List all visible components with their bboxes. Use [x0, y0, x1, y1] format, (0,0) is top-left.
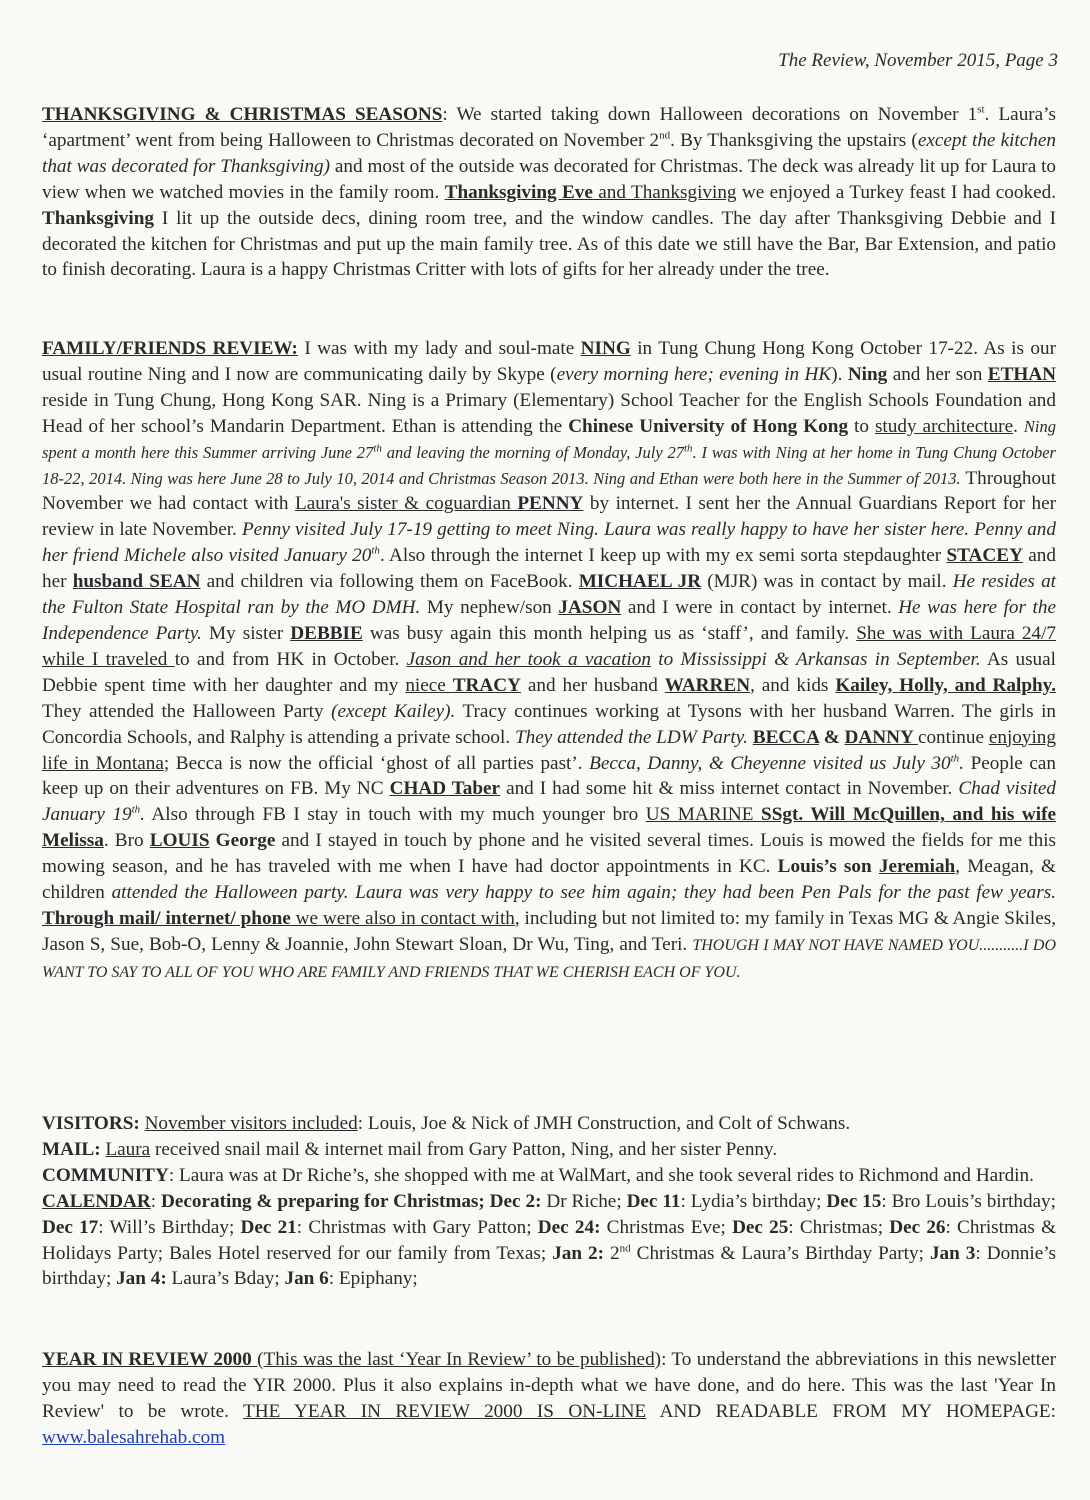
underlined-text: November visitors included — [144, 1113, 358, 1134]
superscript: th — [371, 544, 380, 557]
text: was busy again this month helping us as ‘staff’, and family. — [362, 622, 857, 644]
text: to and from HK in October. — [174, 648, 407, 670]
text: Christmas Eve; — [600, 1216, 733, 1238]
name-sean: husband SEAN — [72, 571, 201, 593]
name-debbie: DEBBIE — [290, 622, 363, 644]
bold-text: Jan 4: — [116, 1268, 167, 1290]
bold-text: George — [209, 830, 276, 852]
section-title-family: FAMILY/FRIENDS REVIEW: — [42, 338, 298, 359]
underlined-text: we were also in contact with — [290, 907, 515, 929]
text: I lit up the outside decs, dining room tree, and the window candles. The day after Thanksgiving Debbie and I decorated the kitchen for Christmas and put up the main family tree. As of this date we still have the Bar, Bar Extension, and patio to finish decorating. Laura is a happy Christmas Critter with lots of gifts for her already under the tree. — [42, 207, 1056, 281]
page-header: The Review, November 2015, Page 3 — [778, 50, 1058, 71]
italic-text: attended the Halloween party. Laura was very happy to see him again; they had been Pen Pals for the past few years. — [111, 882, 1056, 904]
text: : Christmas & Holidays Party; Bales Hotel reserved for our family from Texas; — [42, 1216, 1056, 1264]
thanksgiving-section — [42, 102, 1056, 283]
bold-text: Dec 25 — [732, 1216, 789, 1238]
name-ning: NING — [580, 338, 631, 359]
text: , including but not limited to: my family in Texas MG & Angie Skiles, Jason S, Sue, Bob-O, Lenny & Joannie, John Stewart Sloan, Dr Wu, Ting, and Teri. — [42, 907, 1056, 955]
superscript: th — [950, 752, 960, 765]
text: : Christmas with Gary Patton; — [296, 1216, 538, 1238]
year-in-review-section — [42, 1347, 1056, 1451]
visitors-label: VISITORS: — [42, 1113, 140, 1134]
text: 2 — [604, 1242, 620, 1264]
visitors-line — [42, 1111, 1056, 1137]
underlined-text: Laura's sister & coguardian — [295, 493, 518, 515]
text: Christmas & Laura’s Birthday Party; — [630, 1242, 930, 1264]
text: and most of the outside was decorated for Christmas. The deck was already lit up for Laura to view when we watched movies in the family room. — [42, 155, 1056, 203]
text: : Donnie’s birthday; — [42, 1242, 1057, 1290]
underlined-text: niece — [405, 674, 453, 696]
italic-text: They attended the LDW Party. — [514, 726, 748, 748]
text: we enjoyed a Turkey feast I had cooked. — [736, 181, 1056, 203]
italic-text: (except Kailey). — [331, 700, 456, 722]
text: and her son — [887, 363, 988, 385]
text: : Christmas; — [788, 1216, 890, 1238]
text: : Louis, Joe & Nick of JMH Construction, and Colt of Schwans. — [357, 1113, 851, 1134]
text: As usual Debbie spent time with her daughter and my — [42, 648, 1056, 696]
italic-text: Chad visited January 19 — [42, 778, 1057, 826]
text: received snail mail & internet mail from Gary Patton, Ning, and her sister Penny. — [150, 1138, 778, 1160]
name-stacey: STACEY — [946, 545, 1023, 567]
bold-text: Dec 26 — [889, 1216, 946, 1238]
text: in Tung Chung Hong Kong October 17-22. As is our usual routine Ning and I now are communicating daily by Skype ( — [42, 338, 1056, 385]
name-chad: CHAD Taber — [389, 778, 501, 800]
text: and children via following them on FaceBook. — [200, 571, 579, 593]
text: . By Thanksgiving the upstairs ( — [670, 129, 918, 151]
name-warren: WARREN — [664, 674, 751, 696]
bold-text: Chinese University of Hong Kong — [568, 415, 849, 437]
text: My nephew/son — [420, 597, 559, 619]
text: and I had some hit & miss internet contact in November. — [500, 778, 959, 800]
text: . Bro — [103, 830, 150, 852]
italic-text: every morning here; evening in HK — [556, 363, 832, 385]
bold-text: Dec 11 — [626, 1190, 681, 1212]
superscript: st — [977, 103, 985, 116]
name-tracy: TRACY — [452, 674, 521, 696]
text: Tracy continues working at Tysons with her husband Warren. The girls in Concordia Schools, and Ralphy is attending a private school. — [42, 700, 1056, 748]
text: : Will’s Birthday; — [98, 1216, 241, 1238]
superscript: nd — [619, 1242, 631, 1255]
community-label: COMMUNITY — [42, 1164, 169, 1186]
bold-text: Dec 24: — [537, 1216, 601, 1238]
name-jason: JASON — [558, 597, 622, 619]
text: and I were in contact by internet. — [621, 597, 899, 619]
bold-text: Jan 3 — [929, 1242, 976, 1264]
text: reside in Tung Chung, Hong Kong SAR. Ning is a Primary (Elementary) School Teacher for the English Schools Foundation and Head of her school’s Mandarin Department. Ethan is attending the — [42, 389, 1056, 437]
italic-text: Ning spent a month here this Summer arriving June 27 — [42, 416, 1056, 462]
underlined-text: study architecture — [874, 415, 1014, 437]
misc-section — [42, 1111, 1056, 1292]
underlined-text: enjoying life in Montana — [42, 726, 1056, 774]
italic-text: and leaving the morning of Monday, July 27 — [381, 442, 684, 462]
text: Dr Riche; — [541, 1190, 627, 1212]
bold-text: & — [818, 726, 845, 748]
text: My sister — [201, 622, 291, 644]
italic-text: Becca, Danny, & Cheyenne visited us July 30 — [589, 752, 951, 774]
underlined-text: (This was the last ‘Year In Review’ to be published) — [251, 1349, 662, 1370]
italic-caps-text: THOUGH I MAY NOT HAVE NAMED YOU...........I DO WANT TO SAY TO ALL OF YOU WHO ARE FAMILY AND FRIENDS THAT WE CHERISH EACH OF YOU. — [42, 936, 1056, 981]
mail-label: MAIL: — [42, 1138, 101, 1160]
italic-text: to Mississippi & Arkansas in September. — [650, 648, 981, 670]
text: They attended the Halloween Party — [42, 700, 332, 722]
text: : Lydia’s birthday; — [680, 1190, 827, 1212]
underlined-text: Jason and her took a vacation — [406, 648, 651, 670]
calendar-label: CALENDAR — [42, 1190, 151, 1212]
text: ). — [831, 363, 848, 385]
italic-text: Penny visited July 17-19 getting to meet Ning. Laura was really happy to have her sister here. Penny and her friend Michele also visited January 20 — [42, 519, 1056, 567]
bold-text: Thanksgiving — [42, 207, 154, 229]
text: and her — [42, 545, 1056, 593]
text: continue — [917, 726, 989, 748]
italic-text: He was here for the Independence Party. — [42, 597, 1056, 644]
name-jeremiah: Jeremiah — [878, 856, 956, 878]
underlined-text: US MARINE — [645, 804, 762, 826]
text: and her husband — [520, 674, 665, 696]
name-michael-jr: MICHAEL JR — [578, 571, 702, 593]
homepage-link[interactable]: www.balesahrehab.com — [42, 1426, 226, 1448]
text: Throughout November we had contact with — [42, 467, 1056, 515]
text: Also through FB I stay in touch with my much younger bro — [144, 804, 646, 826]
text: ; Becca is now the official ‘ghost of all parties past’. — [163, 752, 590, 774]
bold-text: Decorating & preparing for Christmas; Dec 2: — [161, 1190, 542, 1212]
bold-text: Dec 17 — [42, 1216, 99, 1238]
italic-text: . — [140, 804, 145, 826]
family-friends-section — [42, 336, 1056, 986]
underlined-text: and Thanksgiving — [592, 181, 737, 203]
text: . Also through the internet I keep up with my ex semi sorta stepdaughter — [379, 545, 947, 567]
superscript: nd — [659, 129, 671, 142]
text: : — [150, 1190, 161, 1212]
bold-text: Jan 2: — [552, 1242, 605, 1264]
superscript: th — [373, 442, 382, 455]
bold-text: Louis’s son — [777, 856, 879, 878]
bold-text: Dec 15 — [826, 1190, 882, 1212]
text: : Laura was at Dr Riche’s, she shopped with me at WalMart, and she took several rides to Richmond and Hardin. — [168, 1164, 1034, 1186]
text: : Bro Louis’s birthday; — [881, 1190, 1056, 1212]
name-penny: PENNY — [517, 493, 584, 515]
text: by internet. I sent her the Annual Guardians Report for her review in late November. — [42, 493, 1057, 541]
calendar-line — [42, 1189, 1056, 1293]
name-kids: Kailey, Holly, and Ralphy. — [835, 674, 1056, 696]
bold-underlined-text: Through mail/ internet/ phone — [42, 907, 291, 929]
name-becca: BECCA — [752, 726, 819, 748]
community-line — [42, 1163, 1056, 1189]
italic-text: except the kitchen that was decorated for Thanksgiving) — [42, 129, 1056, 177]
superscript: th — [131, 803, 141, 816]
italic-text: He resides at the Fulton State Hospital ran by the MO DMH. — [42, 571, 1057, 619]
underlined-text: She was with Laura 24/7 while I traveled — [42, 622, 1057, 670]
text: I was with my lady and soul-mate — [297, 338, 581, 359]
name-louis: LOUIS — [149, 830, 210, 852]
text: : We started taking down Halloween decorations on November 1 — [442, 104, 978, 125]
name-danny: DANNY — [844, 726, 918, 748]
bold-underlined-text: Thanksgiving Eve — [444, 181, 593, 203]
bold-text: Dec 21 — [240, 1216, 297, 1238]
text: to — [848, 415, 875, 437]
superscript: th — [684, 442, 693, 455]
text: . — [1013, 415, 1024, 437]
text: Laura’s Bday; — [166, 1268, 285, 1290]
name-will: SSgt. Will McQuillen, and his wife Melissa — [42, 804, 1056, 852]
text: , and kids — [750, 674, 836, 696]
text: People can keep up on their adventures on FB. My NC — [42, 752, 1056, 800]
text: (MJR) was in contact by mail. — [701, 571, 953, 593]
underlined-text: THE YEAR IN REVIEW 2000 IS ON-LINE — [243, 1400, 647, 1422]
text: . Laura’s ‘apartment’ went from being Halloween to Christmas decorated on November 2 — [42, 104, 1056, 151]
text: : Epiphany; — [328, 1268, 418, 1290]
italic-text: . I was with Ning at her home in Tung Chung October 18-22, 2014. Ning was here June 28 to July 10, 2014 and Christmas Season 2013. Ning and Ethan were both here in the Summer of 2013. — [42, 442, 1056, 488]
bold-text: Ning — [847, 363, 888, 385]
underlined-text: Laura — [105, 1138, 151, 1160]
text: AND READABLE FROM MY HOMEPAGE: — [646, 1400, 1056, 1422]
text: : To understand the abbreviations in this newsletter you may need to read the YIR 2000. Plus it also explains in-depth what we have done, and do here. This was the last 'Year In Review' to be wrote. — [42, 1349, 1056, 1422]
name-ethan: ETHAN — [987, 363, 1057, 385]
section-title-thanksgiving: THANKSGIVING & CHRISTMAS SEASONS — [42, 104, 443, 125]
mail-line — [42, 1137, 1056, 1163]
italic-text: . — [959, 752, 964, 774]
text: , Meagan, & children — [42, 856, 1056, 904]
section-title-year-in-review: YEAR IN REVIEW 2000 — [42, 1349, 252, 1370]
bold-text: Jan 6 — [284, 1268, 329, 1290]
text: and I stayed in touch by phone and he visited several times. Louis is mowed the fields for me this mowing season, and he has traveled with me when I have had doctor appointments in KC. — [42, 830, 1056, 878]
